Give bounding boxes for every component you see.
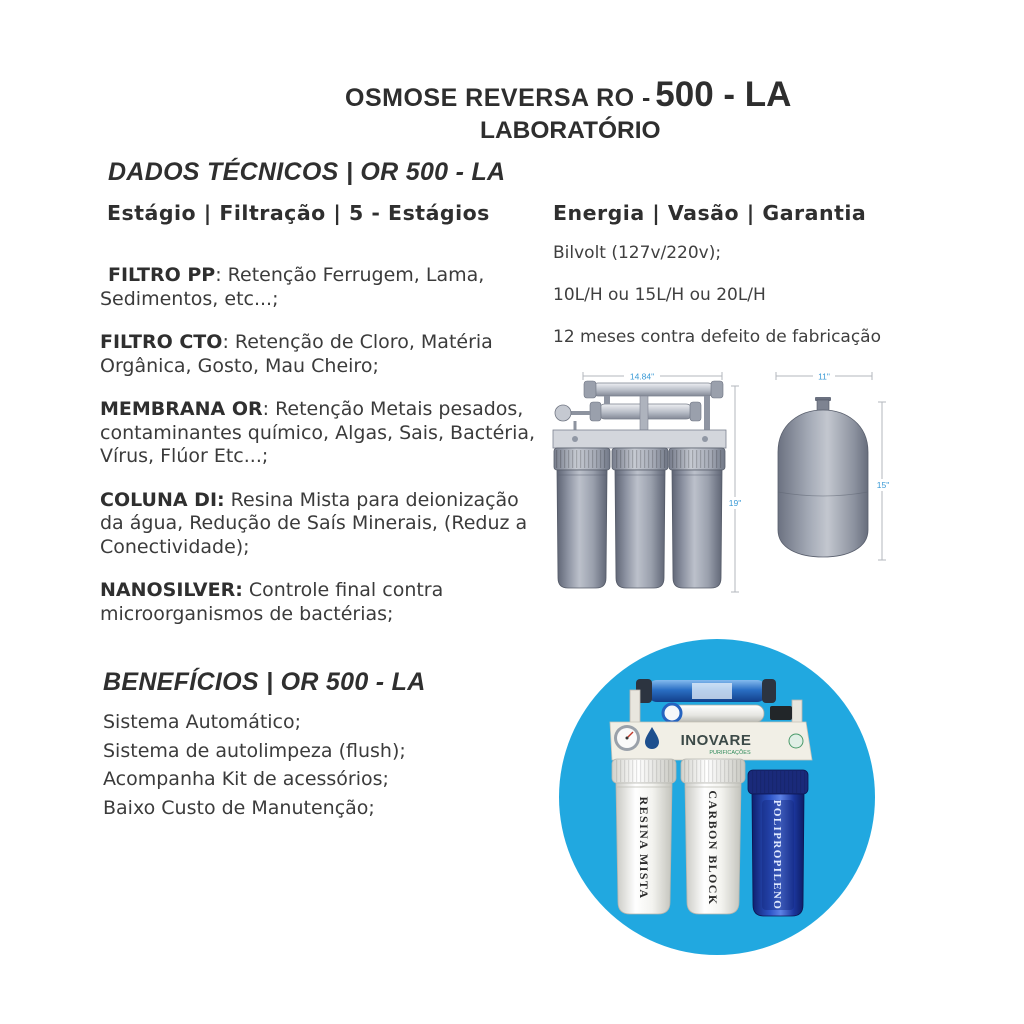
brand-seal-icon [789, 734, 803, 748]
unit-width-dimension [583, 371, 722, 382]
filter-canister-2 [612, 448, 668, 588]
stage-label: NANOSILVER: [100, 579, 243, 601]
brand-subtitle-text: PURIFICAÇÕES [709, 750, 751, 756]
stage-item [100, 331, 535, 378]
filter-canister-1 [554, 448, 610, 588]
unit-height-dimension [726, 386, 744, 592]
tube-cap [690, 402, 701, 421]
stage-item [100, 264, 535, 311]
benefit-item: Baixo Custo de Manutenção; [103, 797, 375, 820]
product-photo [555, 635, 885, 965]
benefits-heading: BENEFÍCIOS | OR 500 - LA [103, 668, 426, 696]
tank-height-dimension [874, 402, 892, 560]
tube-cap [590, 402, 601, 421]
dimension-diagram [540, 362, 910, 602]
technical-data-heading: DADOS TÉCNICOS | OR 500 - LA [108, 158, 506, 186]
bracket-post [640, 396, 648, 430]
page-subtitle: LABORATÓRIO [480, 117, 661, 144]
stage-item [100, 489, 535, 560]
stage-label: FILTRO PP [108, 264, 216, 286]
cartridge-label: CARBON BLOCK [706, 790, 720, 906]
unit-height-label: 19" [728, 498, 742, 508]
frame-upright [630, 690, 640, 724]
cartridge-polipropileno [748, 770, 808, 916]
filter-canister-3 [669, 448, 725, 588]
cartridge-resina-mista [612, 759, 676, 914]
membrane-housing [636, 679, 776, 703]
stage-description: : Retenção Ferrugem, Lama, Sedimentos, etc...; [100, 264, 485, 310]
pressure-gauge-icon [614, 725, 640, 751]
bracket-hole [572, 436, 578, 442]
housing-cap [584, 381, 596, 398]
cartridge-carbon-block [681, 759, 745, 914]
benefit-item: Sistema de autolimpeza (flush); [103, 739, 406, 762]
stages-heading: Estágio | Filtração | 5 - Estágios [107, 201, 490, 225]
title-model: 500 - LA [655, 75, 792, 114]
frame-upright [792, 700, 802, 724]
fitting [770, 706, 792, 720]
stage-label: FILTRO CTO [100, 331, 223, 353]
specs-heading: Energia | Vasão | Garantia [553, 201, 867, 225]
gauge-icon [555, 405, 571, 421]
stage-description: : Retenção de Cloro, Matéria Orgânica, Gosto, Mau Cheiro; [100, 331, 493, 377]
membrane-housing [592, 383, 714, 396]
stage-label: MEMBRANA OR [100, 398, 263, 420]
spec-warranty: 12 meses contra defeito de fabricação [553, 327, 882, 347]
cartridge-label: POLIPROPILENO [771, 799, 783, 911]
stage-item [100, 398, 535, 469]
valve-fitting-icon [663, 704, 681, 722]
ro-unit-drawing [553, 381, 726, 588]
stage-description: Controle final contra microorganismos de bactérias; [100, 579, 444, 625]
benefit-item: Sistema Automático; [103, 711, 302, 733]
benefit-item: Acompanha Kit de acessórios; [103, 768, 389, 791]
bracket-hole [702, 436, 708, 442]
page-title [345, 75, 791, 122]
benefits-list [103, 708, 406, 823]
cartridge-label: RESINA MISTA [637, 796, 651, 900]
filtration-stage-list [100, 264, 535, 646]
pressure-tank-drawing [778, 397, 868, 557]
unit-width-label: 14.84" [629, 371, 655, 382]
specs-list [553, 232, 881, 358]
tank-width-dimension [776, 371, 872, 382]
spec-power: Bilvolt (127v/220v); [553, 243, 722, 263]
tank-height-label: 15" [876, 480, 890, 490]
title-prefix: OSMOSE REVERSA RO - [345, 84, 651, 112]
brand-logo-text: INOVARE [680, 732, 752, 749]
connector [604, 396, 610, 404]
stage-label: COLUNA DI: [100, 488, 225, 511]
stage-item [100, 579, 535, 626]
connector [704, 396, 710, 430]
spec-flow-rate: 10L/H ou 15L/H ou 20L/H [553, 285, 766, 305]
tank-width-label: 11" [818, 371, 830, 382]
mounting-bracket [553, 430, 726, 448]
tank-body [778, 410, 868, 557]
housing-cap [711, 381, 723, 398]
stage-description: Resina Mista para deionização da água, Redução de Saís Minerais, (Reduz a Conectividade); [100, 488, 528, 558]
stage-description: : Retenção Metais pesados, contaminantes químico, Algas, Sais, Bactéria, Vírus, Flúor Etc...; [100, 398, 536, 467]
